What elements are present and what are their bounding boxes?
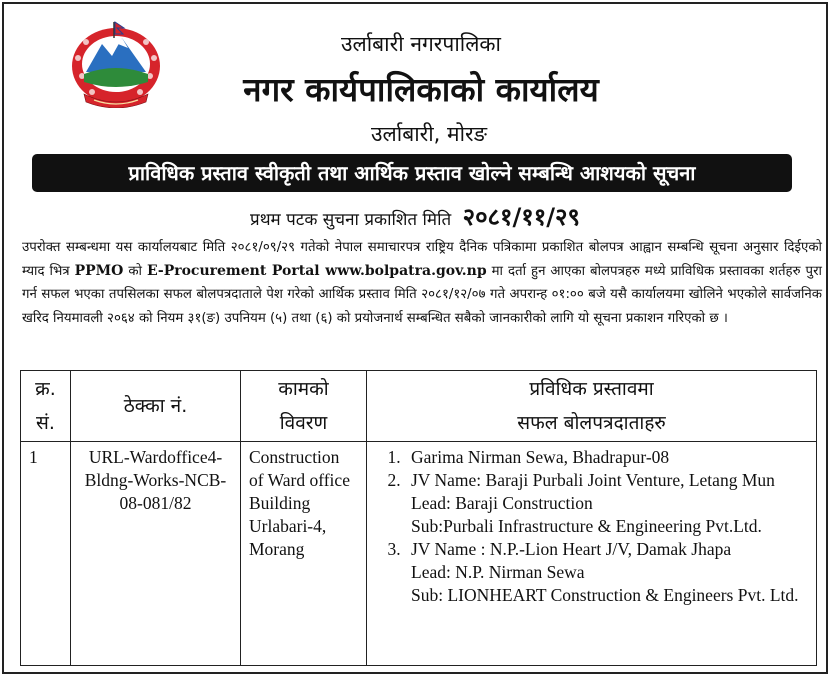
bidder-name: 2. JV Name: Baraji Purbali Joint Venture, Letang Mun (411, 470, 775, 490)
body-part-2: को (128, 263, 142, 279)
office-location: उर्लाबारी, मोरङ (371, 122, 487, 146)
portal-text: E-Procurement Portal www.bolpatra.gov.np (146, 262, 487, 279)
ppmo-text: PPMO (74, 262, 124, 279)
bidder-sub: Sub: LIONHEART Construction & Engineers Pvt. Ltd. (411, 585, 799, 605)
table-header-row (21, 371, 817, 442)
notice-body (22, 236, 822, 330)
list-item (405, 446, 808, 469)
bidder-lead: Lead: N.P. Nirman Sewa (411, 562, 585, 582)
notice-title-banner (32, 154, 792, 192)
notice-title: प्राविधिक प्रस्ताव स्वीकृती तथा आर्थिक प्रस्ताव खोल्ने सम्बन्धि आशयको सूचना (128, 161, 696, 185)
bidders-list (375, 446, 808, 607)
header-contract-no: ठेक्का नं. (71, 371, 241, 442)
bidder-sub: Sub:Purbali Infrastructure & Engineering Pvt.Ltd. (411, 516, 762, 536)
header-sn: क्र. सं. (21, 371, 71, 442)
body-part-3: मा दर्ता हुन आएका बोलपत्रहरु मध्ये प्राविधिक प्रस्तावका शर्तहरु पुरा गर्न सफल भएका तपसिलका सफल बोलपत्रदाताले पेश गरेको आर्थिक प्रस्ताव मिति २०८१/१२/०७ गते अपरान्ह ०१:०० बजे यसै कार्यालयमा खोलिने भएकोले सार्वजनिक खरिद नियमावली २०६४ को नियम ३१(ङ) उपनियम (५) तथा (६) को प्रयोजनार्थ सम्बन्धित सबैको जानकारीको लागि यो सूचना प्रकाशन गरिएको छ । (22, 263, 822, 326)
publish-date-label: प्रथम पटक सुचना प्रकाशित मिति (250, 210, 452, 230)
notice-frame (2, 2, 828, 674)
header-description: कामको विवरण (241, 371, 367, 442)
body-part-1: उपरोक्त सम्बन्धमा यस कार्यालयबाट मिति २०८१/०९/२९ गतेको नेपाल समाचारपत्र राष्ट्रिय दैनिक पत्रिकामा प्रकाशित बोलपत्र आह्वान सम्बन्धि सूचना अनुसार दिईएको म्याद भित्र (22, 240, 822, 279)
award-table (20, 370, 817, 666)
cell-bidders (367, 442, 817, 666)
cell-contract-no: URL-Wardoffice4-Bldng-Works-NCB-08-081/82 (71, 442, 241, 666)
bidder-name: 3. JV Name : N.P.-Lion Heart J/V, Damak Jhapa (411, 539, 732, 559)
cell-description: Construction of Ward office Building Urlabari-4, Morang (241, 442, 367, 666)
bidder-name: Garima Nirman Sewa, Bhadrapur-08 (411, 447, 670, 467)
publish-date-line (4, 200, 826, 233)
municipality-name: उर्लाबारी नगरपालिका (341, 32, 501, 56)
publish-date-value: २०८१/११/२९ (462, 203, 580, 231)
cell-sn: 1 (21, 442, 71, 666)
office-name: नगर कार्यपालिकाको कार्यालय (243, 70, 599, 109)
table-row (21, 442, 817, 666)
header-bidders: प्रविधिक प्रस्तावमा सफल बोलपत्रदाताहरु (367, 371, 817, 442)
bidder-lead: Lead: Baraji Construction (411, 493, 593, 513)
list-item (405, 469, 808, 538)
list-item (405, 538, 808, 607)
